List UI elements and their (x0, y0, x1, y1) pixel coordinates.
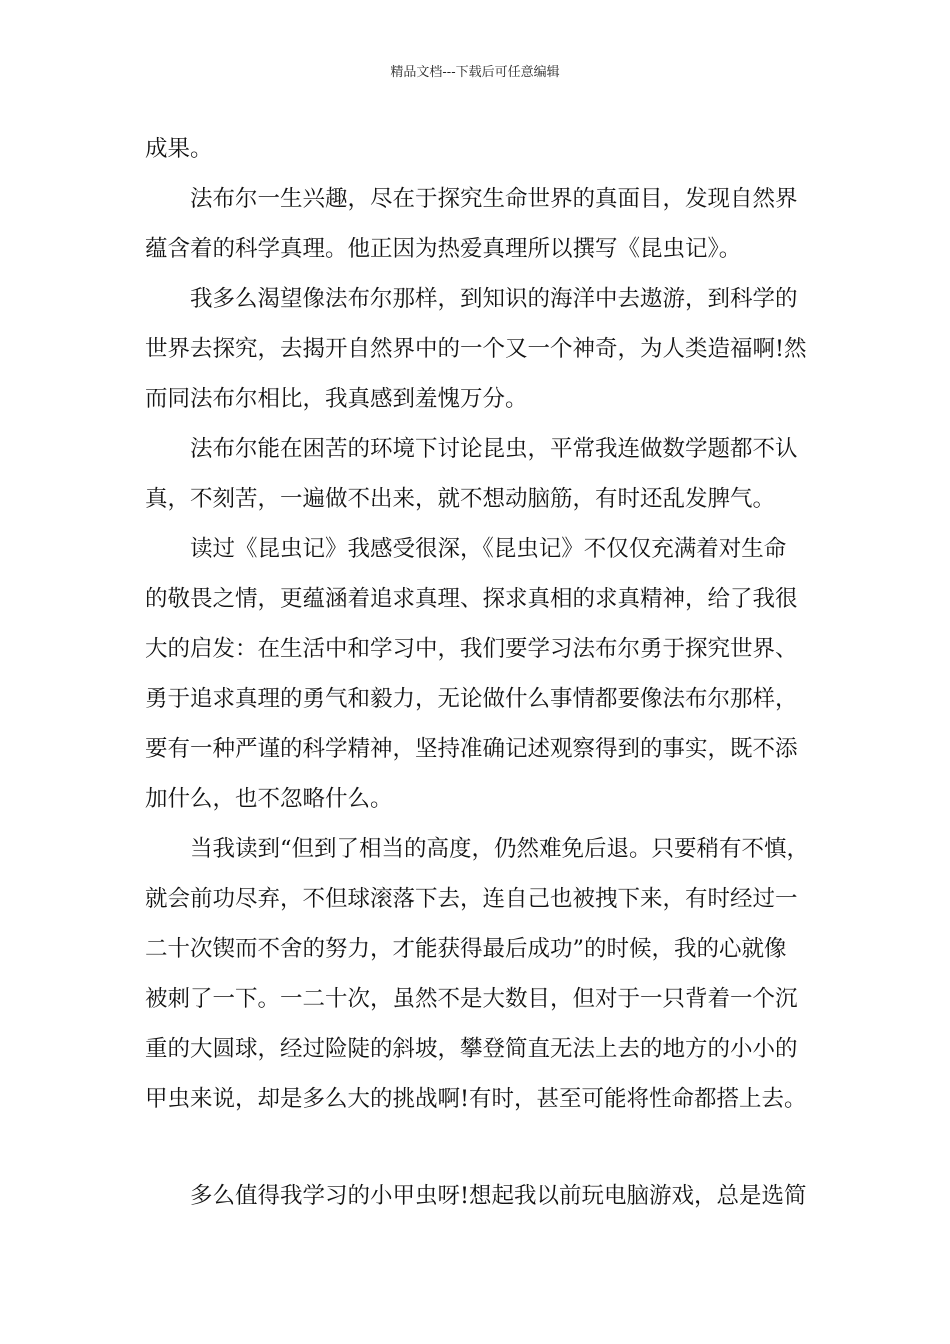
paragraph-5-line-4: 勇于追求真理的勇气和毅力，无论做什么事情都要像法布尔那样， (145, 686, 798, 712)
paragraph-5-line-6: 加什么，也不忽略什么。 (145, 786, 393, 812)
paragraph-4-line-1: 法布尔能在困苦的环境下讨论昆虫，平常我连做数学题都不认 (190, 436, 798, 462)
paragraph-2-line-1: 法布尔一生兴趣，尽在于探究生命世界的真面目，发现自然界 (190, 186, 798, 212)
paragraph-5-line-1: 读过《昆虫记》我感受很深，《昆虫记》不仅仅充满着对生命 (190, 536, 787, 562)
paragraph-6-line-5: 重的大圆球，经过险陡的斜坡，攀登简直无法上去的地方的小小的 (145, 1036, 798, 1062)
paragraph-4-line-2: 真，不刻苦，一遍做不出来，就不想动脑筋，有时还乱发脾气。 (145, 486, 776, 512)
paragraph-6-line-3: 二十次锲而不舍的努力，才能获得最后成功”的时候，我的心就像 (145, 936, 787, 962)
paragraph-6-line-1: 当我读到“但到了相当的高度，仍然难免后退。只要稍有不慎， (190, 836, 810, 862)
paragraph-6-line-6: 甲虫来说，却是多么大的挑战啊!有时，甚至可能将性命都搭上去。 (145, 1086, 807, 1112)
paragraph-3-line-2: 世界去探究，去揭开自然界中的一个又一个神奇，为人类造福啊!然 (145, 336, 807, 362)
paragraph-7-line-1: 多么值得我学习的小甲虫呀!想起我以前玩电脑游戏，总是选简 (190, 1183, 807, 1209)
paragraph-5-line-2: 的敬畏之情，更蕴涵着追求真理、探求真相的求真精神，给了我很 (145, 586, 798, 612)
paragraph-5-line-3: 大的启发：在生活中和学习中，我们要学习法布尔勇于探究世界、 (145, 636, 798, 662)
paragraph-1-line-1: 成果。 (145, 136, 213, 162)
paragraph-3-line-1: 我多么渴望像法布尔那样，到知识的海洋中去遨游，到科学的 (190, 286, 798, 312)
paragraph-3-line-3: 而同法布尔相比，我真感到羞愧万分。 (145, 386, 528, 412)
paragraph-5-line-5: 要有一种严谨的科学精神，坚持准确记述观察得到的事实，既不添 (145, 736, 798, 762)
paragraph-6-line-2: 就会前功尽弃，不但球滚落下去，连自己也被拽下来，有时经过一 (145, 886, 798, 912)
paragraph-6-line-4: 被刺了一下。一二十次，虽然不是大数目，但对于一只背着一个沉 (145, 986, 798, 1012)
paragraph-2-line-2: 蕴含着的科学真理。他正因为热爱真理所以撰写《昆虫记》。 (145, 236, 742, 262)
document-header: 精品文档---下载后可任意编辑 (390, 65, 560, 80)
